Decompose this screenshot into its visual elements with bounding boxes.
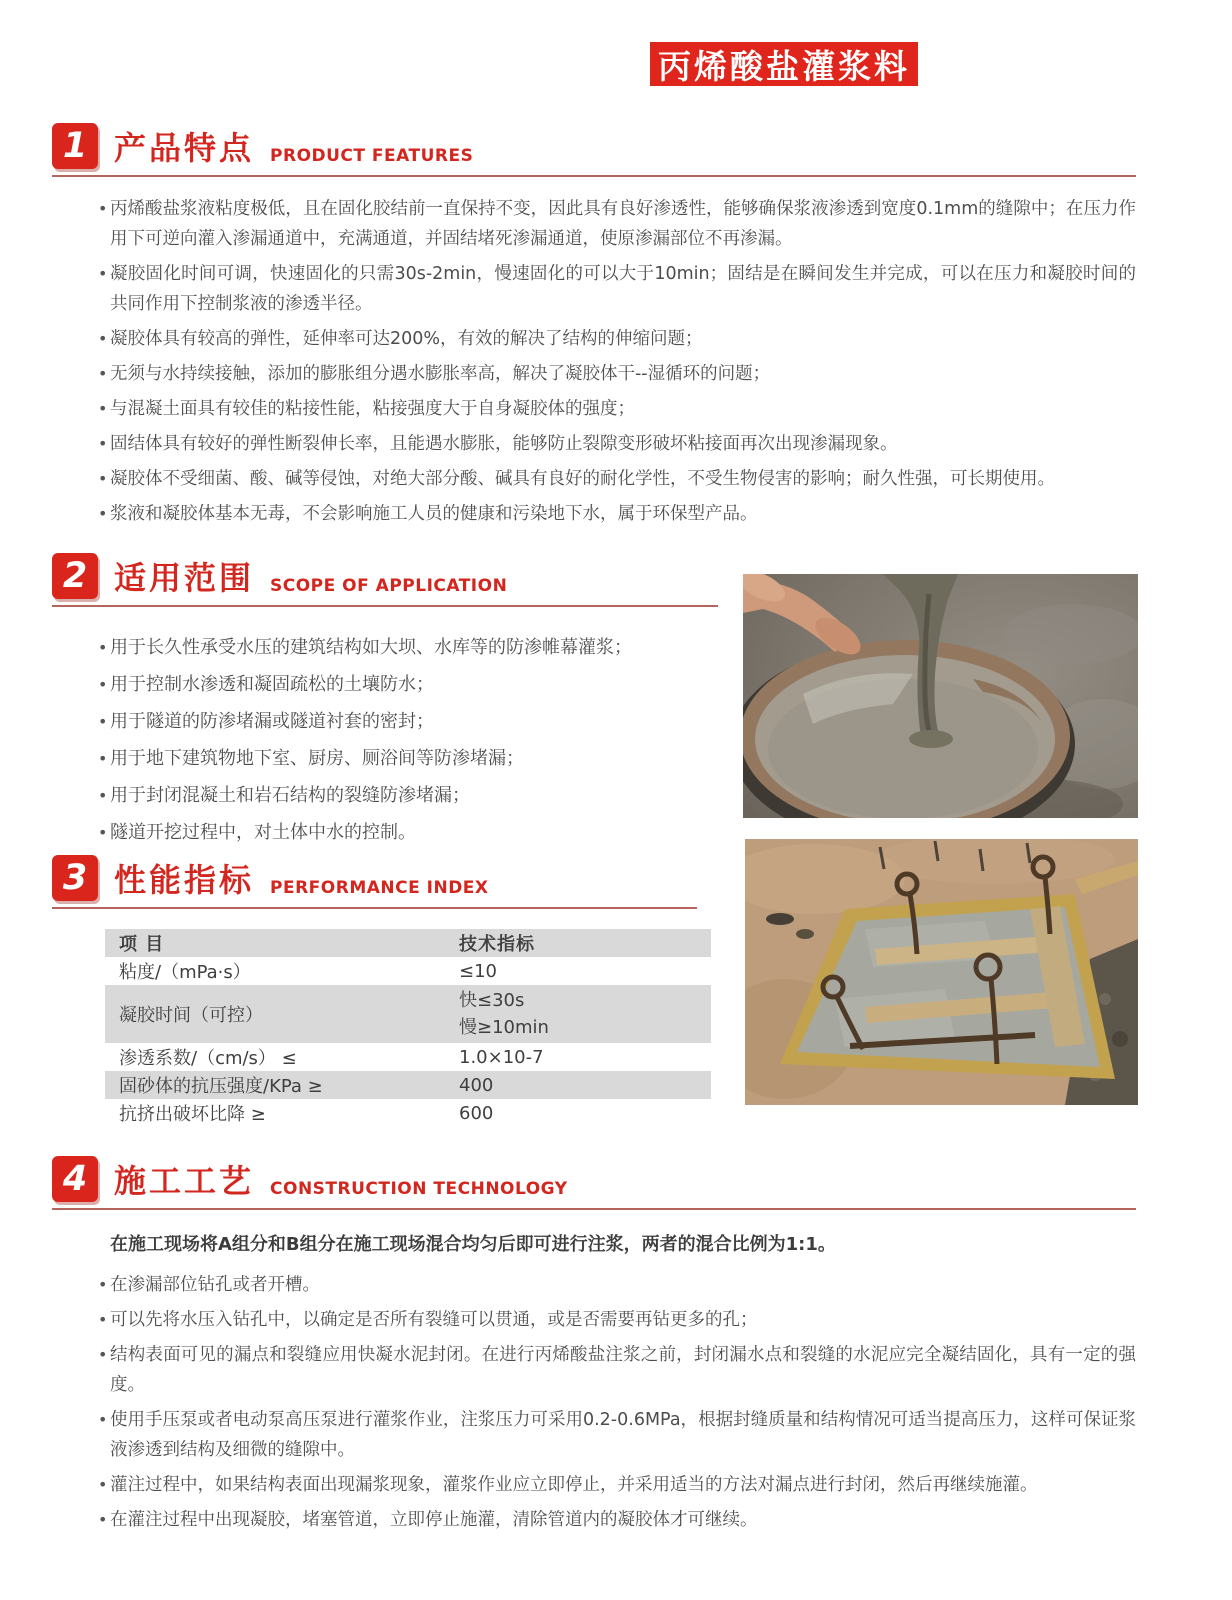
section-performance-index (52, 854, 712, 1127)
bullet-item: • 固结体具有较好的弹性断裂伸长率，且能遇水膨胀，能够防止裂隙变形破坏粘接面再次出现渗漏现象。 (52, 429, 1136, 459)
bullet-item: • 用于封闭混凝土和岩石结构的裂缝防渗堵漏； (52, 781, 720, 811)
bullet-item: • 在灌注过程中出现凝胶，堵塞管道，立即停止施灌，清除管道内的凝胶体才可继续。 (52, 1505, 1136, 1535)
table-header-item: 项 目 (119, 934, 165, 955)
section-rule (52, 1208, 1136, 1210)
table-cell-item: 粘度/（mPa·s） (119, 962, 251, 983)
section-title-zh: 产品特点 (114, 129, 255, 167)
table-row (105, 985, 711, 1043)
table-header-value: 技术指标 (459, 934, 535, 955)
table-cell-item: 抗挤出破坏比降 ≥ (119, 1104, 266, 1125)
bullet-item: • 结构表面可见的漏点和裂缝应用快凝水泥封闭。在进行丙烯酸盐注浆之前，封闭漏水点和裂缝的水泥应完全凝结固化，具有一定的强度。 (52, 1340, 1136, 1400)
section-number-badge: 4 (52, 1156, 98, 1202)
table-cell-value: 600 (459, 1102, 494, 1124)
bullet-list (52, 633, 720, 848)
section-title-zh: 性能指标 (114, 861, 255, 899)
bullet-item: • 用于隧道的防渗堵漏或隧道衬套的密封； (52, 707, 720, 737)
section-rule (52, 907, 697, 909)
bullet-list (52, 1270, 1136, 1535)
formwork-concrete-photo (745, 839, 1138, 1105)
section-rule (52, 605, 718, 607)
performance-table (105, 929, 711, 1127)
bullet-item: • 在渗漏部位钻孔或者开槽。 (52, 1270, 1136, 1300)
table-row (105, 1071, 711, 1099)
value-line-fast: 快≤30s (459, 990, 525, 1011)
section-title-en: PERFORMANCE INDEX (270, 878, 489, 898)
table-cell-item: 凝胶时间（可控） (119, 1005, 263, 1026)
value-line-slow: 慢≥10min (459, 1017, 549, 1038)
table-header-row (105, 929, 711, 957)
table-cell-item: 固砂体的抗压强度/KPa ≥ (119, 1076, 323, 1097)
table-cell-item: 渗透系数/（cm/s） ≤ (119, 1048, 297, 1069)
table-row (105, 1099, 711, 1127)
bullet-list (52, 194, 1136, 529)
section-header (52, 552, 720, 600)
section-number-badge: 1 (52, 123, 98, 169)
bullet-item: • 凝胶体不受细菌、酸、碱等侵蚀，对绝大部分酸、碱具有良好的耐化学性，不受生物侵害的影响；耐久性强，可长期使用。 (52, 464, 1136, 494)
slurry-mixing-illustration (743, 574, 1138, 818)
bullet-item: • 用于地下建筑物地下室、厨房、厕浴间等防渗堵漏； (52, 744, 720, 774)
mixing-ratio-intro: 在施工现场将A组分和B组分在施工现场混合均匀后即可进行注浆，两者的混合比例为1:1。 (110, 1234, 836, 1255)
bullet-item: • 使用手压泵或者电动泵高压泵进行灌浆作业，注浆压力可采用0.2-0.6MPa，根据封缝质量和结构情况可适当提高压力，这样可保证浆液渗透到结构及细微的缝隙中。 (52, 1405, 1136, 1465)
section-rule (52, 175, 1136, 177)
bullet-item: • 灌注过程中，如果结构表面出现漏浆现象，灌浆作业应立即停止，并采用适当的方法对漏点进行封闭，然后再继续施灌。 (52, 1470, 1136, 1500)
bullet-item: • 用于控制水渗透和凝固疏松的土壤防水； (52, 670, 720, 700)
section-title-zh: 施工工艺 (114, 1162, 255, 1200)
section-header (52, 122, 1136, 170)
formwork-illustration (745, 839, 1138, 1105)
section-header (52, 1155, 1136, 1203)
bullet-item: • 用于长久性承受水压的建筑结构如大坝、水库等的防渗帷幕灌浆； (52, 633, 720, 663)
section-title-en: PRODUCT FEATURES (270, 146, 474, 166)
section-title-en: CONSTRUCTION TECHNOLOGY (270, 1179, 568, 1199)
table-cell-value: 1.0×10-7 (459, 1046, 544, 1068)
bullet-item: • 隧道开挖过程中，对土体中水的控制。 (52, 818, 720, 848)
bullet-item: • 可以先将水压入钻孔中，以确定是否所有裂缝可以贯通，或是否需要再钻更多的孔； (52, 1305, 1136, 1335)
table-cell-value (445, 985, 711, 1043)
product-title-banner (650, 42, 918, 86)
section-title-zh: 适用范围 (114, 559, 255, 597)
slurry-mixing-photo (743, 574, 1138, 818)
table-cell-value: ≤10 (459, 960, 497, 982)
bullet-item: • 丙烯酸盐浆液粘度极低，且在固化胶结前一直保持不变，因此具有良好渗透性，能够确保浆液渗透到宽度0.1mm的缝隙中；在压力作用下可逆向灌入渗漏通道中，充满通道，并固结堵死渗漏通道，使原渗漏部位不再渗漏。 (52, 194, 1136, 254)
section-number-badge: 3 (52, 855, 98, 901)
bullet-item: • 凝胶固化时间可调，快速固化的只需30s-2min，慢速固化的可以大于10min；固结是在瞬间发生并完成，可以在压力和凝胶时间的共同作用下控制浆液的渗透半径。 (52, 259, 1136, 319)
section-header (52, 854, 712, 902)
section-title-en: SCOPE OF APPLICATION (270, 576, 508, 596)
table-row (105, 957, 711, 985)
bullet-item: • 浆液和凝胶体基本无毒，不会影响施工人员的健康和污染地下水，属于环保型产品。 (52, 499, 1136, 529)
product-title: 丙烯酸盐灌浆料 (658, 46, 910, 86)
section-product-features (52, 122, 1136, 534)
section-number-badge: 2 (52, 553, 98, 599)
section-construction-technology (52, 1155, 1136, 1540)
section-scope-of-application (52, 552, 720, 855)
bullet-item: • 无须与水持续接触，添加的膨胀组分遇水膨胀率高，解决了凝胶体干--湿循环的问题； (52, 359, 1136, 389)
table-cell-value: 400 (459, 1074, 494, 1096)
bullet-item: • 与混凝土面具有较佳的粘接性能，粘接强度大于自身凝胶体的强度； (52, 394, 1136, 424)
bullet-item: • 凝胶体具有较高的弹性，延伸率可达200%，有效的解决了结构的伸缩问题； (52, 324, 1136, 354)
table-row (105, 1043, 711, 1071)
